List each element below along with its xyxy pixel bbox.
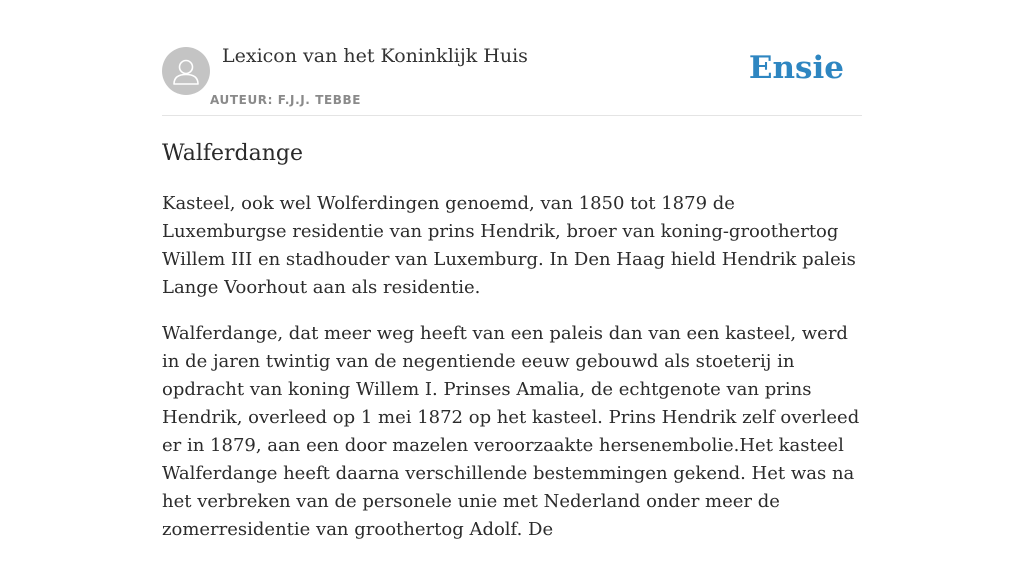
user-avatar-icon[interactable] (162, 47, 210, 95)
article-title: Walferdange (162, 141, 304, 166)
user-silhouette-icon (162, 47, 210, 95)
header (162, 0, 862, 116)
article-paragraph: Kasteel, ook wel Wolferdingen genoemd, van 1850 tot 1879 de Luxemburgse residentie van prins Hendrik, broer van koning-groothertog Willem III en stadhouder van Luxemburg. In Den Haag hield Hendrik paleis Lange Voorhout aan als residentie. (162, 193, 856, 298)
article (162, 138, 862, 562)
brand-logo[interactable]: Ensie (748, 50, 844, 86)
author-label: AUTEUR: F.J.J. TEBBE (210, 93, 362, 107)
source-title-link[interactable]: Lexicon van het Koninklijk Huis (222, 45, 528, 67)
article-paragraph: Walferdange, dat meer weg heeft van een paleis dan van een kasteel, werd in de jaren twintig van de negentiende eeuw gebouwd als stoeterij in opdracht van koning Willem I. Prinses Amalia, de echtgenote van prins Hendrik, overleed op 1 mei 1872 op het kasteel. Prins Hendrik zelf overleed er in 1879, aan een door mazelen veroorzaakte hersenembolie.Het kasteel Walferdange heeft daarna verschillende bestemmingen gekend. Het was na het verbreken van de personele unie met Nederland onder meer de zomerresidentie van groothertog Adolf. De (162, 323, 860, 540)
